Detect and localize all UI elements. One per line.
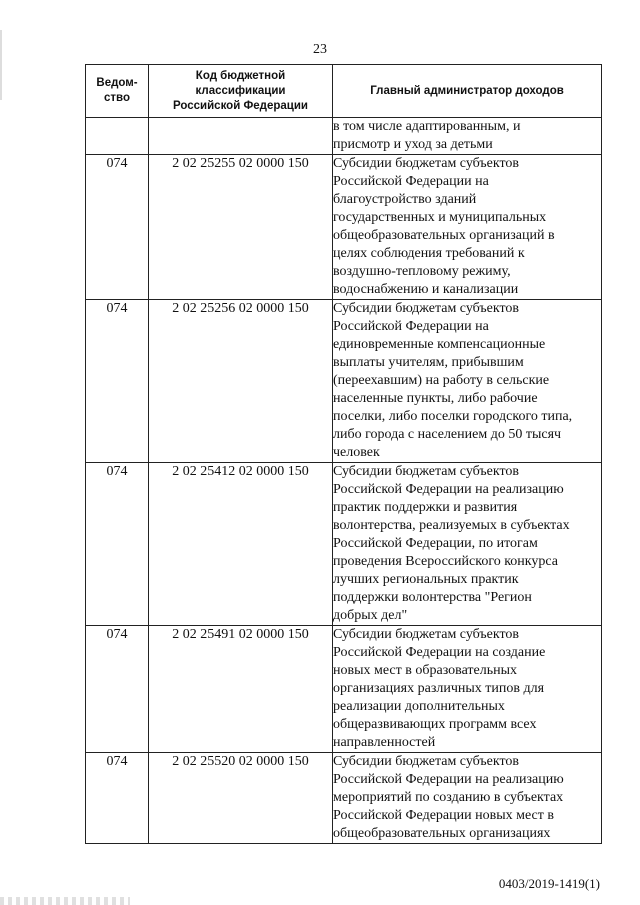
cell-department [86, 118, 149, 155]
cell-admin: Субсидии бюджетам субъектов Российской Федерации на благоустройство зданий государственных и муниципальных общеобразовательных организаций в целях соблюдения требований к воздушно-тепловому режиму, водоснабжению и канализации [333, 155, 602, 300]
cell-admin: Субсидии бюджетам субъектов Российской Федерации на единовременные компенсационные выплаты учителям, прибывшим (переехавшим) на работу в сельские населенные пункты, либо рабочие поселки, либо поселки городского типа, либо города с населением до 50 тысяч человек [333, 300, 602, 463]
cell-code: 2 02 25256 02 0000 150 [149, 300, 333, 463]
cell-department: 074 [86, 300, 149, 463]
cell-code: 2 02 25255 02 0000 150 [149, 155, 333, 300]
header-code: Код бюджетной классификации Российской Федерации [149, 65, 333, 118]
cell-department: 074 [86, 753, 149, 844]
table-row [86, 118, 602, 155]
table-row [86, 626, 602, 753]
table-row [86, 300, 602, 463]
cell-admin: Субсидии бюджетам субъектов Российской Федерации на реализацию мероприятий по созданию в субъектах Российской Федерации новых мест в общеобразовательных организациях [333, 753, 602, 844]
header-admin: Главный администратор доходов [333, 65, 602, 118]
budget-revenue-table [85, 64, 602, 844]
table-row [86, 155, 602, 300]
page-number: 23 [313, 42, 327, 57]
cell-admin: Субсидии бюджетам субъектов Российской Федерации на создание новых мест в образовательных организациях различных типов для реализации дополнительных общеразвивающих программ всех направленностей [333, 626, 602, 753]
table-row [86, 753, 602, 844]
cell-department: 074 [86, 626, 149, 753]
document-registration-number: 0403/2019-1419(1) [498, 876, 600, 891]
cell-code: 2 02 25520 02 0000 150 [149, 753, 333, 844]
cell-code: 2 02 25491 02 0000 150 [149, 626, 333, 753]
cell-admin: Субсидии бюджетам субъектов Российской Федерации на реализацию практик поддержки и развития волонтерства, реализуемых в субъектах Российской Федерации, по итогам проведения Всероссийского конкурса лучших региональных практик поддержки волонтерства "Регион добрых дел" [333, 463, 602, 626]
scan-footer-mark [0, 897, 130, 905]
scan-edge-mark [0, 30, 2, 100]
table-row [86, 463, 602, 626]
cell-code [149, 118, 333, 155]
table-header-row [86, 65, 602, 118]
cell-code: 2 02 25412 02 0000 150 [149, 463, 333, 626]
header-department: Ведом- ство [86, 65, 149, 118]
cell-admin: в том числе адаптированным, и присмотр и уход за детьми [333, 118, 602, 155]
cell-department: 074 [86, 155, 149, 300]
cell-department: 074 [86, 463, 149, 626]
